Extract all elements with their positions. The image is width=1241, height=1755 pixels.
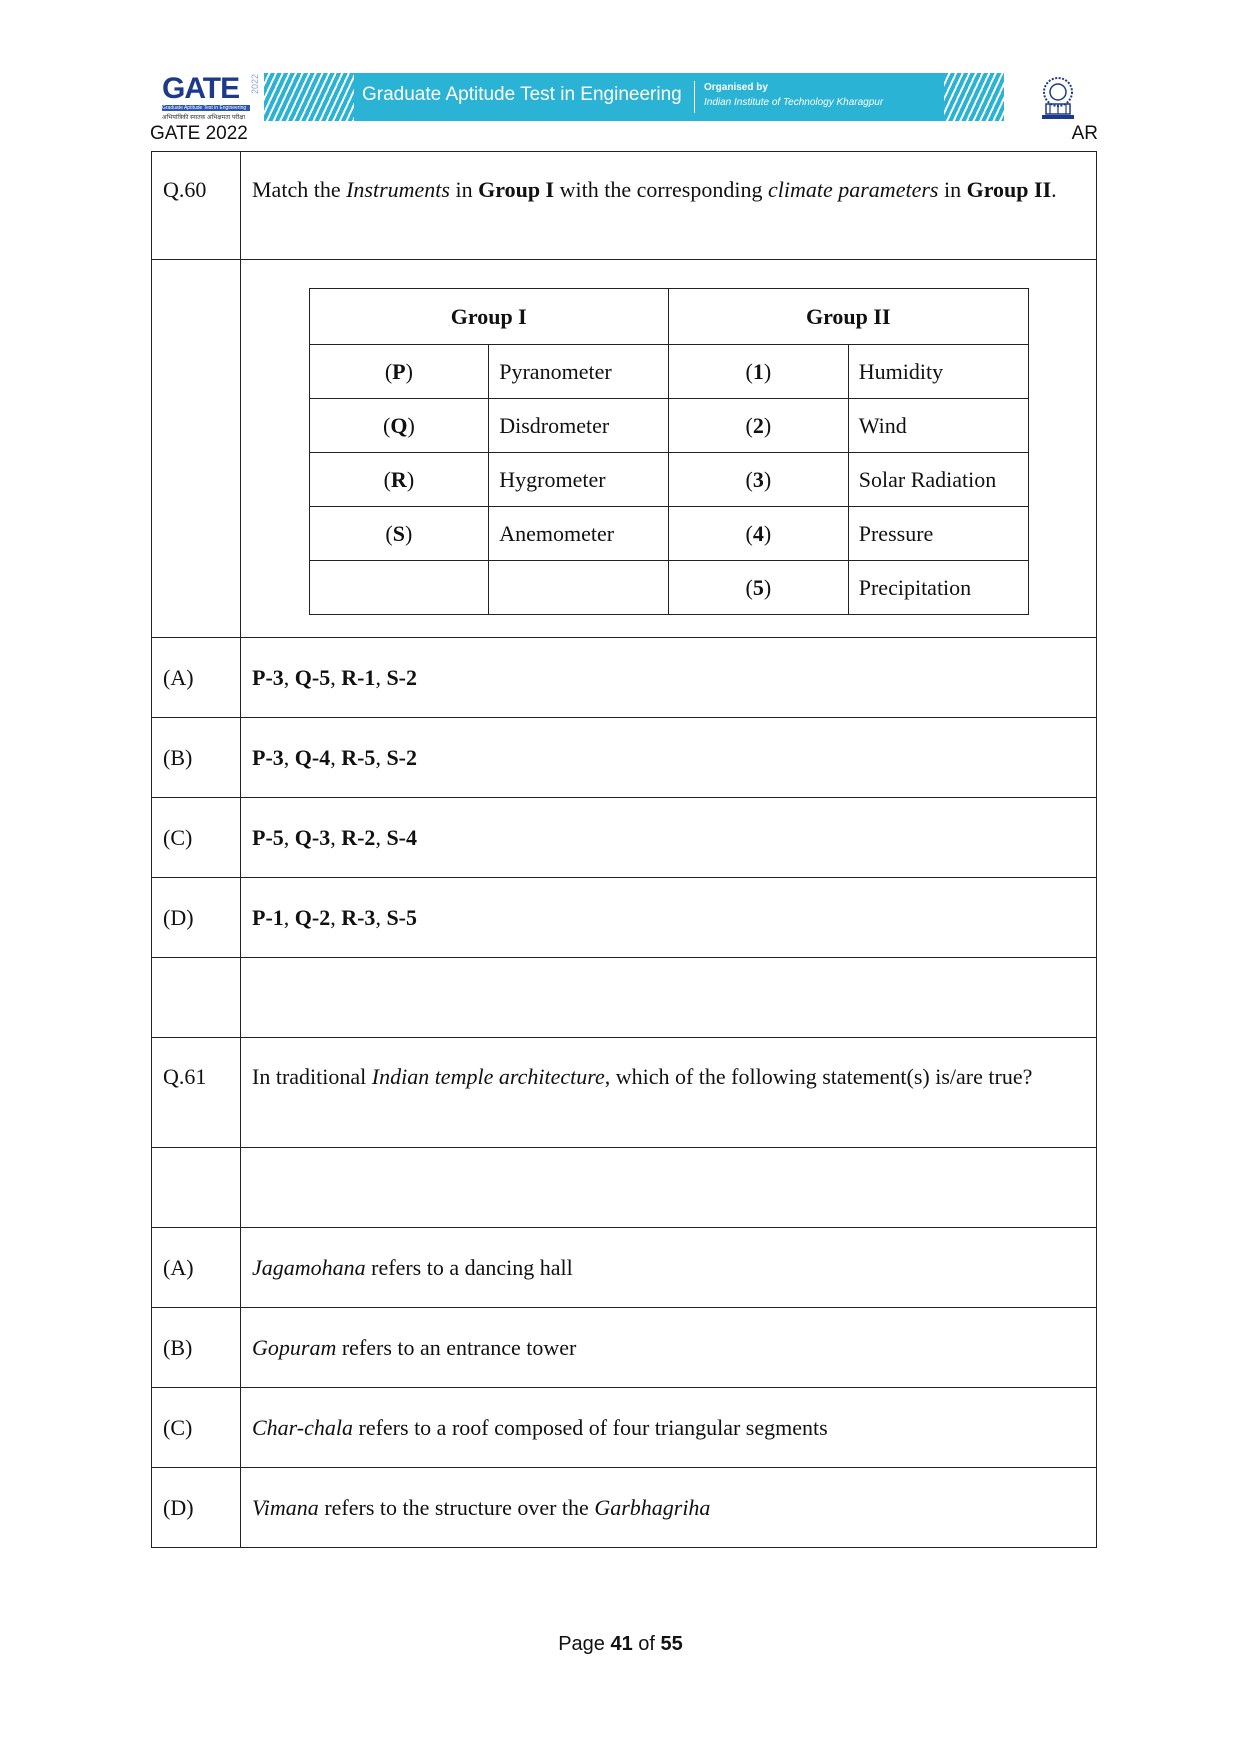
group-2-item: Humidity — [848, 345, 1028, 399]
page-total: 55 — [660, 1633, 683, 1655]
group-1-item: Pyranometer — [489, 345, 669, 399]
q61-number: Q.61 — [152, 1038, 241, 1148]
q60-number: Q.60 — [152, 152, 241, 260]
spacer-row — [152, 1148, 1097, 1228]
gate-logo — [162, 72, 260, 122]
q61-option-a[interactable] — [152, 1228, 1097, 1308]
gate-logo-year: 2022 — [250, 74, 260, 95]
group-2-label: (4) — [669, 507, 849, 561]
option-label: (B) — [152, 1308, 241, 1388]
group-2-label: (5) — [669, 561, 849, 615]
gate-logo-hindi: अभियांत्रिकी स्नातक अभिक्षमता परीक्षा — [162, 115, 246, 121]
group-1-item: Hygrometer — [489, 453, 669, 507]
group-2-item: Precipitation — [848, 561, 1028, 615]
option-label: (D) — [152, 878, 241, 958]
organised-by-label: Organised by — [704, 82, 768, 93]
page-number: 41 — [610, 1633, 633, 1655]
option-text: Jagamohana refers to a dancing hall — [241, 1228, 1097, 1308]
page-footer: Page 41 of 55 — [558, 1633, 683, 1655]
q61-question-text: In traditional Indian temple architecture, which of the following statement(s) is/are true? — [241, 1038, 1097, 1148]
group-1-label-empty — [309, 561, 489, 615]
group-1-label: (Q) — [309, 399, 489, 453]
group-2-item: Solar Radiation — [848, 453, 1028, 507]
q60-option-d[interactable] — [152, 878, 1097, 958]
option-label: (C) — [152, 798, 241, 878]
match-table — [309, 288, 1029, 615]
match-row — [309, 345, 1028, 399]
q60-option-a[interactable] — [152, 638, 1097, 718]
option-label: (A) — [152, 638, 241, 718]
q61-option-d[interactable] — [152, 1468, 1097, 1548]
match-row — [309, 453, 1028, 507]
q61-option-c[interactable] — [152, 1388, 1097, 1468]
organiser-name: Indian Institute of Technology Kharagpur — [704, 97, 884, 108]
q61-stem-row — [152, 1038, 1097, 1148]
option-text: Char-chala refers to a roof composed of four triangular segments — [241, 1388, 1097, 1468]
option-text: P-1, Q-2, R-3, S-5 — [241, 878, 1097, 958]
option-text: P-3, Q-4, R-5, S-2 — [241, 718, 1097, 798]
group-2-header: Group II — [669, 289, 1029, 345]
banner-stripes-left — [264, 73, 354, 121]
group-2-item: Wind — [848, 399, 1028, 453]
banner-stripes-right — [944, 73, 1004, 121]
gate-logo-subtitle: Graduate Aptitude Test in Engineering — [162, 105, 250, 111]
match-header-row — [309, 289, 1028, 345]
banner-title: Graduate Aptitude Test in Engineering — [362, 84, 682, 105]
group-2-item: Pressure — [848, 507, 1028, 561]
gate-logo-word: GATE — [162, 72, 240, 105]
option-text: P-3, Q-5, R-1, S-2 — [241, 638, 1097, 718]
option-text: Gopuram refers to an entrance tower — [241, 1308, 1097, 1388]
group-1-label: (R) — [309, 453, 489, 507]
match-row — [309, 507, 1028, 561]
option-label: (B) — [152, 718, 241, 798]
q61-option-b[interactable] — [152, 1308, 1097, 1388]
question-table — [151, 151, 1097, 1548]
option-text: Vimana refers to the structure over the Garbhagriha — [241, 1468, 1097, 1548]
q60-option-c[interactable] — [152, 798, 1097, 878]
banner-divider — [694, 81, 695, 113]
header-banner — [264, 73, 1004, 121]
group-2-label: (3) — [669, 453, 849, 507]
match-row — [309, 561, 1028, 615]
option-label: (A) — [152, 1228, 241, 1308]
iit-emblem-icon — [1036, 74, 1080, 122]
q60-question-text: Match the Instruments in Group I with the corresponding climate parameters in Group II. — [241, 152, 1097, 260]
header-paper-code: AR — [1071, 123, 1098, 144]
group-1-label: (P) — [309, 345, 489, 399]
q60-stem-row — [152, 152, 1097, 260]
group-1-item: Anemometer — [489, 507, 669, 561]
group-1-item: Disdrometer — [489, 399, 669, 453]
group-1-item-empty — [489, 561, 669, 615]
group-1-label: (S) — [309, 507, 489, 561]
group-2-label: (1) — [669, 345, 849, 399]
option-label: (D) — [152, 1468, 241, 1548]
group-1-header: Group I — [309, 289, 669, 345]
option-text: P-5, Q-3, R-2, S-4 — [241, 798, 1097, 878]
option-label: (C) — [152, 1388, 241, 1468]
group-2-label: (2) — [669, 399, 849, 453]
q60-option-b[interactable] — [152, 718, 1097, 798]
header-exam-name: GATE 2022 — [150, 123, 248, 144]
spacer-row — [152, 958, 1097, 1038]
match-row — [309, 399, 1028, 453]
q60-match-row — [152, 260, 1097, 638]
